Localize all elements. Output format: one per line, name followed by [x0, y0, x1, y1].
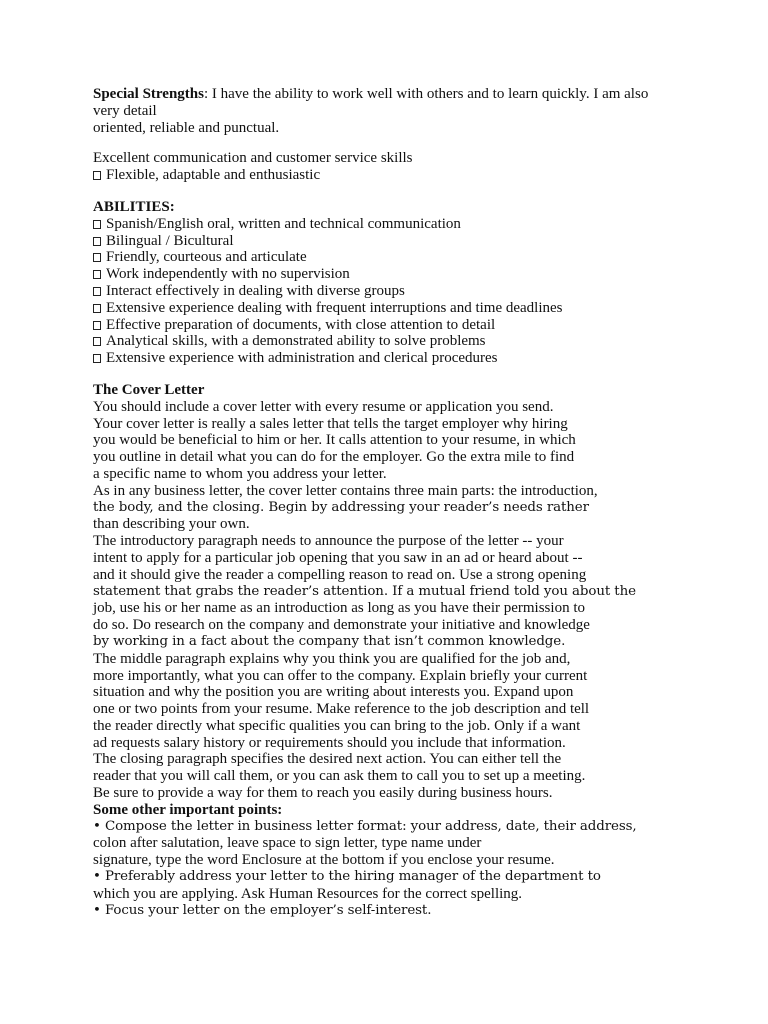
cover-letter-line: more importantly, what you can offer to the company. Explain briefly your current — [93, 667, 588, 684]
checkbox-bullet-icon — [93, 287, 101, 296]
cover-letter-line: you outline in detail what you can do for the employer. Go the extra mile to find — [93, 449, 575, 466]
checkbox-bullet-icon — [93, 237, 101, 246]
ability-text: Analytical skills, with a demonstrated ability to solve problems — [106, 333, 486, 350]
abilities-section — [93, 199, 693, 367]
important-point-line: • Focus your letter on the employer’s self-interest. — [93, 902, 432, 918]
cover-letter-line: job, use his or her name as an introduction as long as you have their permission to — [93, 600, 585, 617]
ability-text: Interact effectively in dealing with diverse groups — [106, 282, 405, 299]
important-point-line: colon after salutation, leave space to sign letter, type name under — [93, 835, 482, 852]
cover-letter-line: The closing paragraph specifies the desired next action. You can either tell the — [93, 751, 562, 768]
ability-text: Bilingual / Bicultural — [106, 232, 234, 249]
important-point-line: • Compose the letter in business letter format: your address, date, their address, — [93, 818, 637, 834]
important-point-line: signature, type the word Enclosure at the bottom if you enclose your resume. — [93, 852, 555, 869]
checkbox-bullet-icon — [93, 220, 101, 229]
ability-item — [93, 249, 693, 266]
ability-text: Work independently with no supervision — [106, 266, 350, 283]
cover-letter-line: reader that you will call them, or you can ask them to call you to set up a meeting. — [93, 768, 586, 785]
special-strengths-section — [93, 86, 693, 136]
checkbox-bullet-icon — [93, 354, 101, 363]
cover-letter-heading-text: The Cover Letter — [93, 381, 205, 398]
ability-text: Spanish/English oral, written and technical communication — [106, 215, 461, 232]
cover-letter-line: Be sure to provide a way for them to reach you easily during business hours. — [93, 785, 553, 802]
cover-letter-line: Your cover letter is really a sales letter that tells the target employer why hiring — [93, 415, 568, 432]
ability-item — [93, 333, 693, 350]
important-points-heading-text: Some other important points: — [93, 801, 283, 818]
cover-letter-line: do so. Do research on the company and demonstrate your initiative and knowledge — [93, 617, 590, 634]
special-strengths-line-1 — [93, 86, 693, 103]
ability-text: Effective preparation of documents, with close attention to detail — [106, 316, 496, 333]
skills-line-1: Excellent communication and customer service skills — [93, 150, 413, 167]
cover-letter-section — [93, 382, 693, 802]
cover-letter-line: a specific name to whom you address your letter. — [93, 465, 387, 482]
ability-item — [93, 300, 693, 317]
checkbox-bullet-icon — [93, 337, 101, 346]
ability-item — [93, 266, 693, 283]
special-strengths-label: Special Strengths — [93, 86, 204, 102]
ability-item — [93, 350, 693, 367]
skills-line-2-text: Flexible, adaptable and enthusiastic — [106, 167, 321, 184]
cover-letter-line: As in any business letter, the cover letter contains three main parts: the introduction, — [93, 482, 598, 499]
cover-letter-line: one or two points from your resume. Make reference to the job description and tell — [93, 701, 590, 718]
cover-letter-line: You should include a cover letter with every resume or application you send. — [93, 398, 554, 415]
cover-letter-line: ad requests salary history or requirements should you include that information. — [93, 734, 566, 751]
abilities-heading-text: ABILITIES: — [93, 198, 175, 215]
ability-text: Extensive experience dealing with frequent interruptions and time deadlines — [106, 299, 563, 316]
ability-text: Friendly, courteous and articulate — [106, 249, 307, 266]
checkbox-bullet-icon — [93, 171, 101, 180]
checkbox-bullet-icon — [93, 304, 101, 313]
ability-item — [93, 317, 693, 334]
cover-letter-line: the reader directly what specific qualities you can bring to the job. Only if a want — [93, 717, 581, 734]
checkbox-bullet-icon — [93, 253, 101, 262]
cover-letter-line: and it should give the reader a compelling reason to read on. Use a strong opening — [93, 566, 587, 583]
cover-letter-line: statement that grabs the reader’s attention. If a mutual friend told you about the — [93, 583, 636, 599]
special-strengths-line-2: very detail — [93, 102, 157, 119]
important-points-section — [93, 802, 693, 920]
cover-letter-line: intent to apply for a particular job opening that you saw in an ad or heard about -- — [93, 549, 583, 566]
cover-letter-line: than describing your own. — [93, 516, 250, 533]
important-points-heading — [93, 802, 693, 819]
cover-letter-heading — [93, 382, 693, 399]
special-strengths-line-3: oriented, reliable and punctual. — [93, 119, 280, 136]
cover-letter-line: the body, and the closing. Begin by addressing your reader’s needs rather — [93, 499, 589, 515]
checkbox-bullet-icon — [93, 321, 101, 330]
checkbox-bullet-icon — [93, 270, 101, 279]
ability-item — [93, 216, 693, 233]
cover-letter-line: situation and why the position you are writing about interests you. Expand upon — [93, 684, 574, 701]
abilities-heading — [93, 199, 693, 216]
important-point-line: • Preferably address your letter to the hiring manager of the department to — [93, 869, 601, 885]
ability-item — [93, 233, 693, 250]
cover-letter-line: The middle paragraph explains why you think you are qualified for the job and, — [93, 650, 571, 667]
cover-letter-line: you would be beneficial to him or her. It calls attention to your resume, in which — [93, 432, 576, 449]
skills-section — [93, 150, 693, 184]
cover-letter-line: by working in a fact about the company that isn’t common knowledge. — [93, 633, 566, 649]
important-point-line: which you are applying. Ask Human Resources for the correct spelling. — [93, 885, 523, 902]
special-strengths-text: : I have the ability to work well with others and to learn quickly. I am also — [203, 86, 649, 102]
ability-item — [93, 283, 693, 300]
skills-line-2 — [93, 167, 693, 184]
document-page — [93, 86, 693, 919]
ability-text: Extensive experience with administration and clerical procedures — [106, 350, 498, 367]
cover-letter-line: The introductory paragraph needs to announce the purpose of the letter -- your — [93, 533, 564, 550]
